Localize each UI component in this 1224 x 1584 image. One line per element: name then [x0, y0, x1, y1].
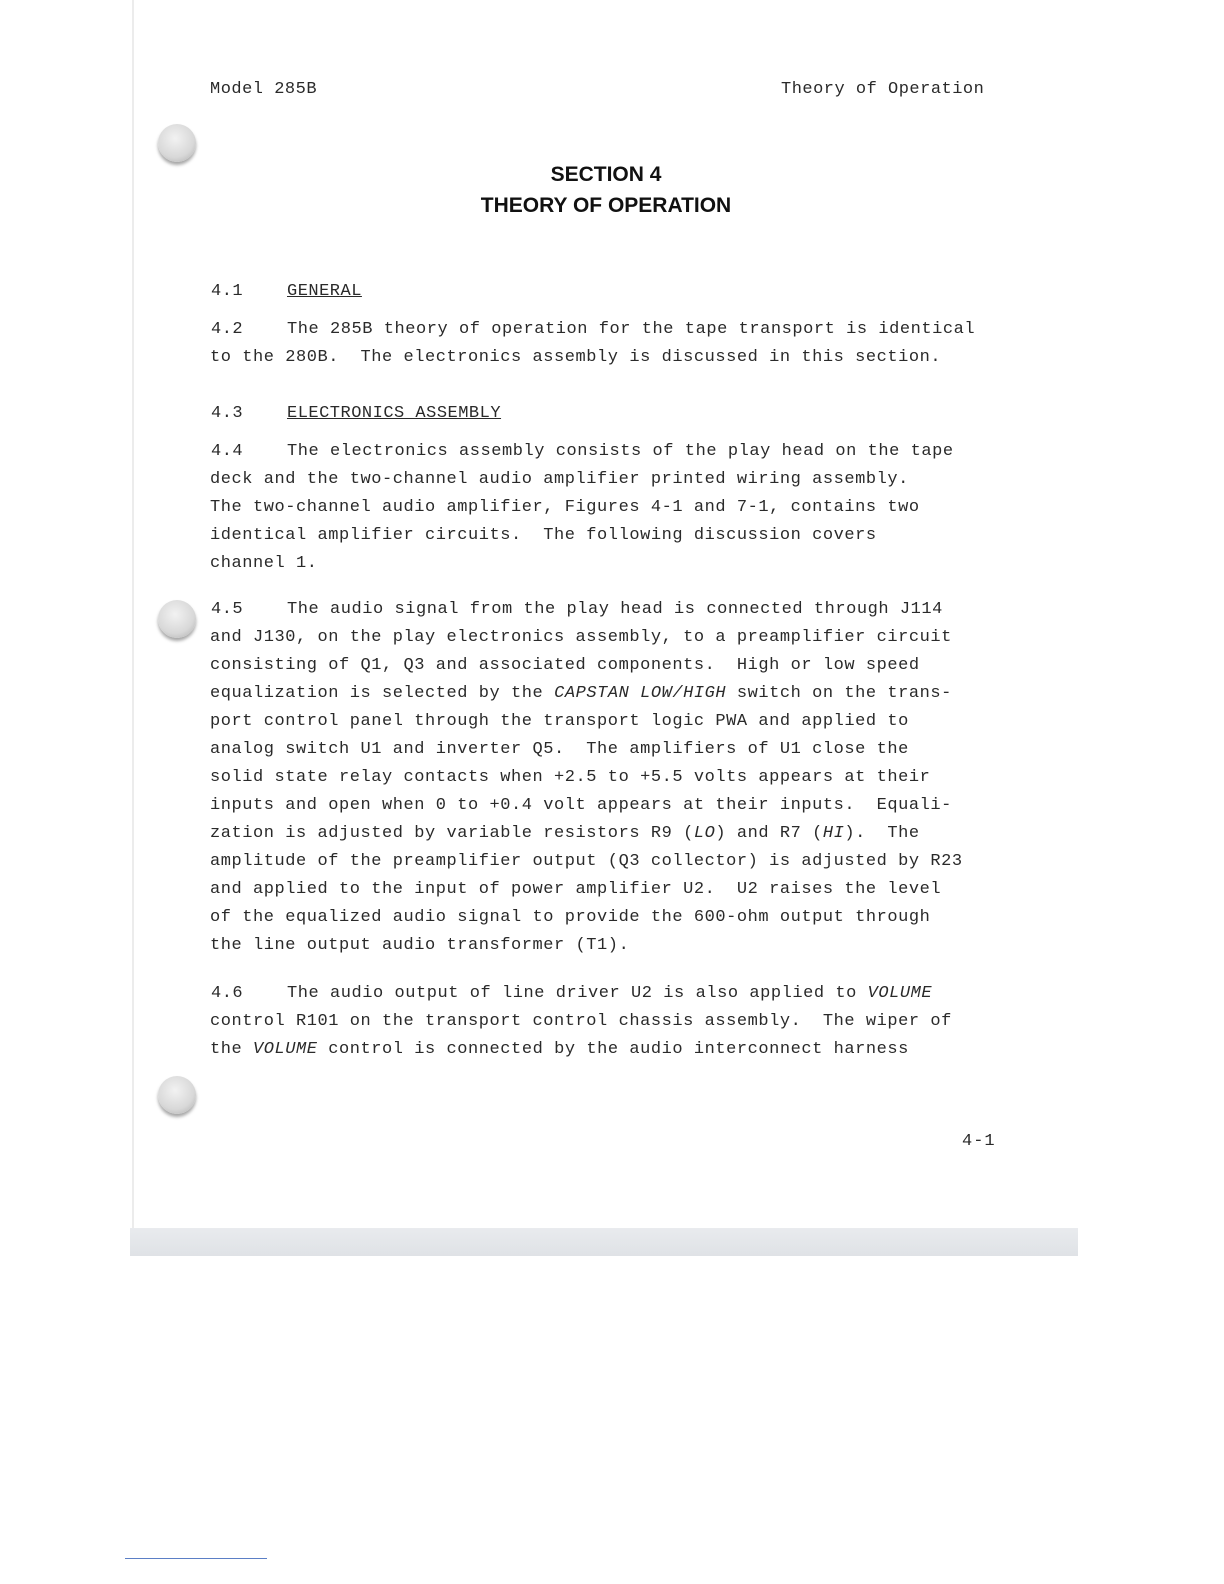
text-line: control R101 on the transport control chassis assembly. The wiper of: [210, 1012, 952, 1031]
page-number: 4-1: [962, 1132, 996, 1151]
text-line: to the 280B. The electronics assembly is discussed in this section.: [210, 348, 942, 367]
text-run: ). The: [844, 824, 920, 843]
text-run: control is connected by the audio interconnect harness: [317, 1040, 909, 1059]
section-title: THEORY OF OPERATION: [480, 194, 732, 217]
text-line: deck and the two-channel audio amplifier printed wiring assembly.: [210, 470, 909, 489]
heading-electronics-assembly: ELECTRONICS ASSEMBLY: [287, 404, 502, 423]
text-line: consisting of Q1, Q3 and associated components. High or low speed: [210, 656, 920, 675]
control-name-volume: VOLUME: [867, 984, 933, 1003]
text-line: and applied to the input of power amplifier U2. U2 raises the level: [210, 880, 942, 899]
text-run: equalization is selected by the: [210, 684, 555, 703]
control-name-volume: VOLUME: [253, 1040, 318, 1059]
para-number: 4.3: [211, 404, 244, 423]
para-number: 4.6: [211, 984, 244, 1003]
control-name-hi: HI: [822, 824, 845, 843]
control-name-capstan: CAPSTAN LOW/HIGH: [554, 684, 727, 703]
text-line: port control panel through the transport logic PWA and applied to: [210, 712, 909, 731]
para-number: 4.2: [211, 320, 244, 339]
text-line: [287, 984, 932, 1003]
text-line: [210, 1040, 909, 1059]
para-number: 4.5: [211, 600, 244, 619]
text-line: [210, 824, 920, 843]
text-run: ) and R7 (: [715, 824, 823, 843]
para-number: 4.4: [211, 442, 244, 461]
text-line: The audio signal from the play head is connected through J114: [287, 600, 943, 619]
punch-hole-bottom: [158, 1076, 196, 1114]
control-name-lo: LO: [693, 824, 716, 843]
text-line: The 285B theory of operation for the tape transport is identical: [287, 320, 976, 339]
text-run: switch on the trans-: [726, 684, 952, 703]
text-line: amplitude of the preamplifier output (Q3 collector) is adjusted by R23: [210, 852, 963, 871]
para-number: 4.1: [211, 282, 244, 301]
page-edge-shadow: [130, 1228, 1078, 1256]
punch-hole-top: [158, 124, 196, 162]
text-line: [210, 684, 952, 703]
text-run: zation is adjusted by variable resistors R9 (: [210, 824, 694, 843]
text-line: and J130, on the play electronics assembly, to a preamplifier circuit: [210, 628, 952, 647]
text-line: inputs and open when 0 to +0.4 volt appears at their inputs. Equali-: [210, 796, 952, 815]
text-run: The audio output of line driver U2 is also applied to: [287, 984, 868, 1003]
heading-general: GENERAL: [287, 282, 362, 301]
section-number: SECTION 4: [550, 163, 662, 186]
text-line: the line output audio transformer (T1).: [210, 936, 630, 955]
header-section-title: Theory of Operation: [781, 80, 985, 99]
text-line: channel 1.: [210, 554, 318, 573]
text-line: solid state relay contacts when +2.5 to +5.5 volts appears at their: [210, 768, 931, 787]
text-line: The electronics assembly consists of the play head on the tape: [287, 442, 954, 461]
punch-hole-middle: [158, 600, 196, 638]
text-line: The two-channel audio amplifier, Figures 4-1 and 7-1, contains two: [210, 498, 920, 517]
header-model: Model 285B: [210, 80, 318, 99]
text-line: of the equalized audio signal to provide the 600-ohm output through: [210, 908, 931, 927]
text-line: identical amplifier circuits. The following discussion covers: [210, 526, 877, 545]
text-run: the: [210, 1040, 254, 1059]
footer-rule: [125, 1558, 267, 1559]
text-line: analog switch U1 and inverter Q5. The amplifiers of U1 close the: [210, 740, 909, 759]
